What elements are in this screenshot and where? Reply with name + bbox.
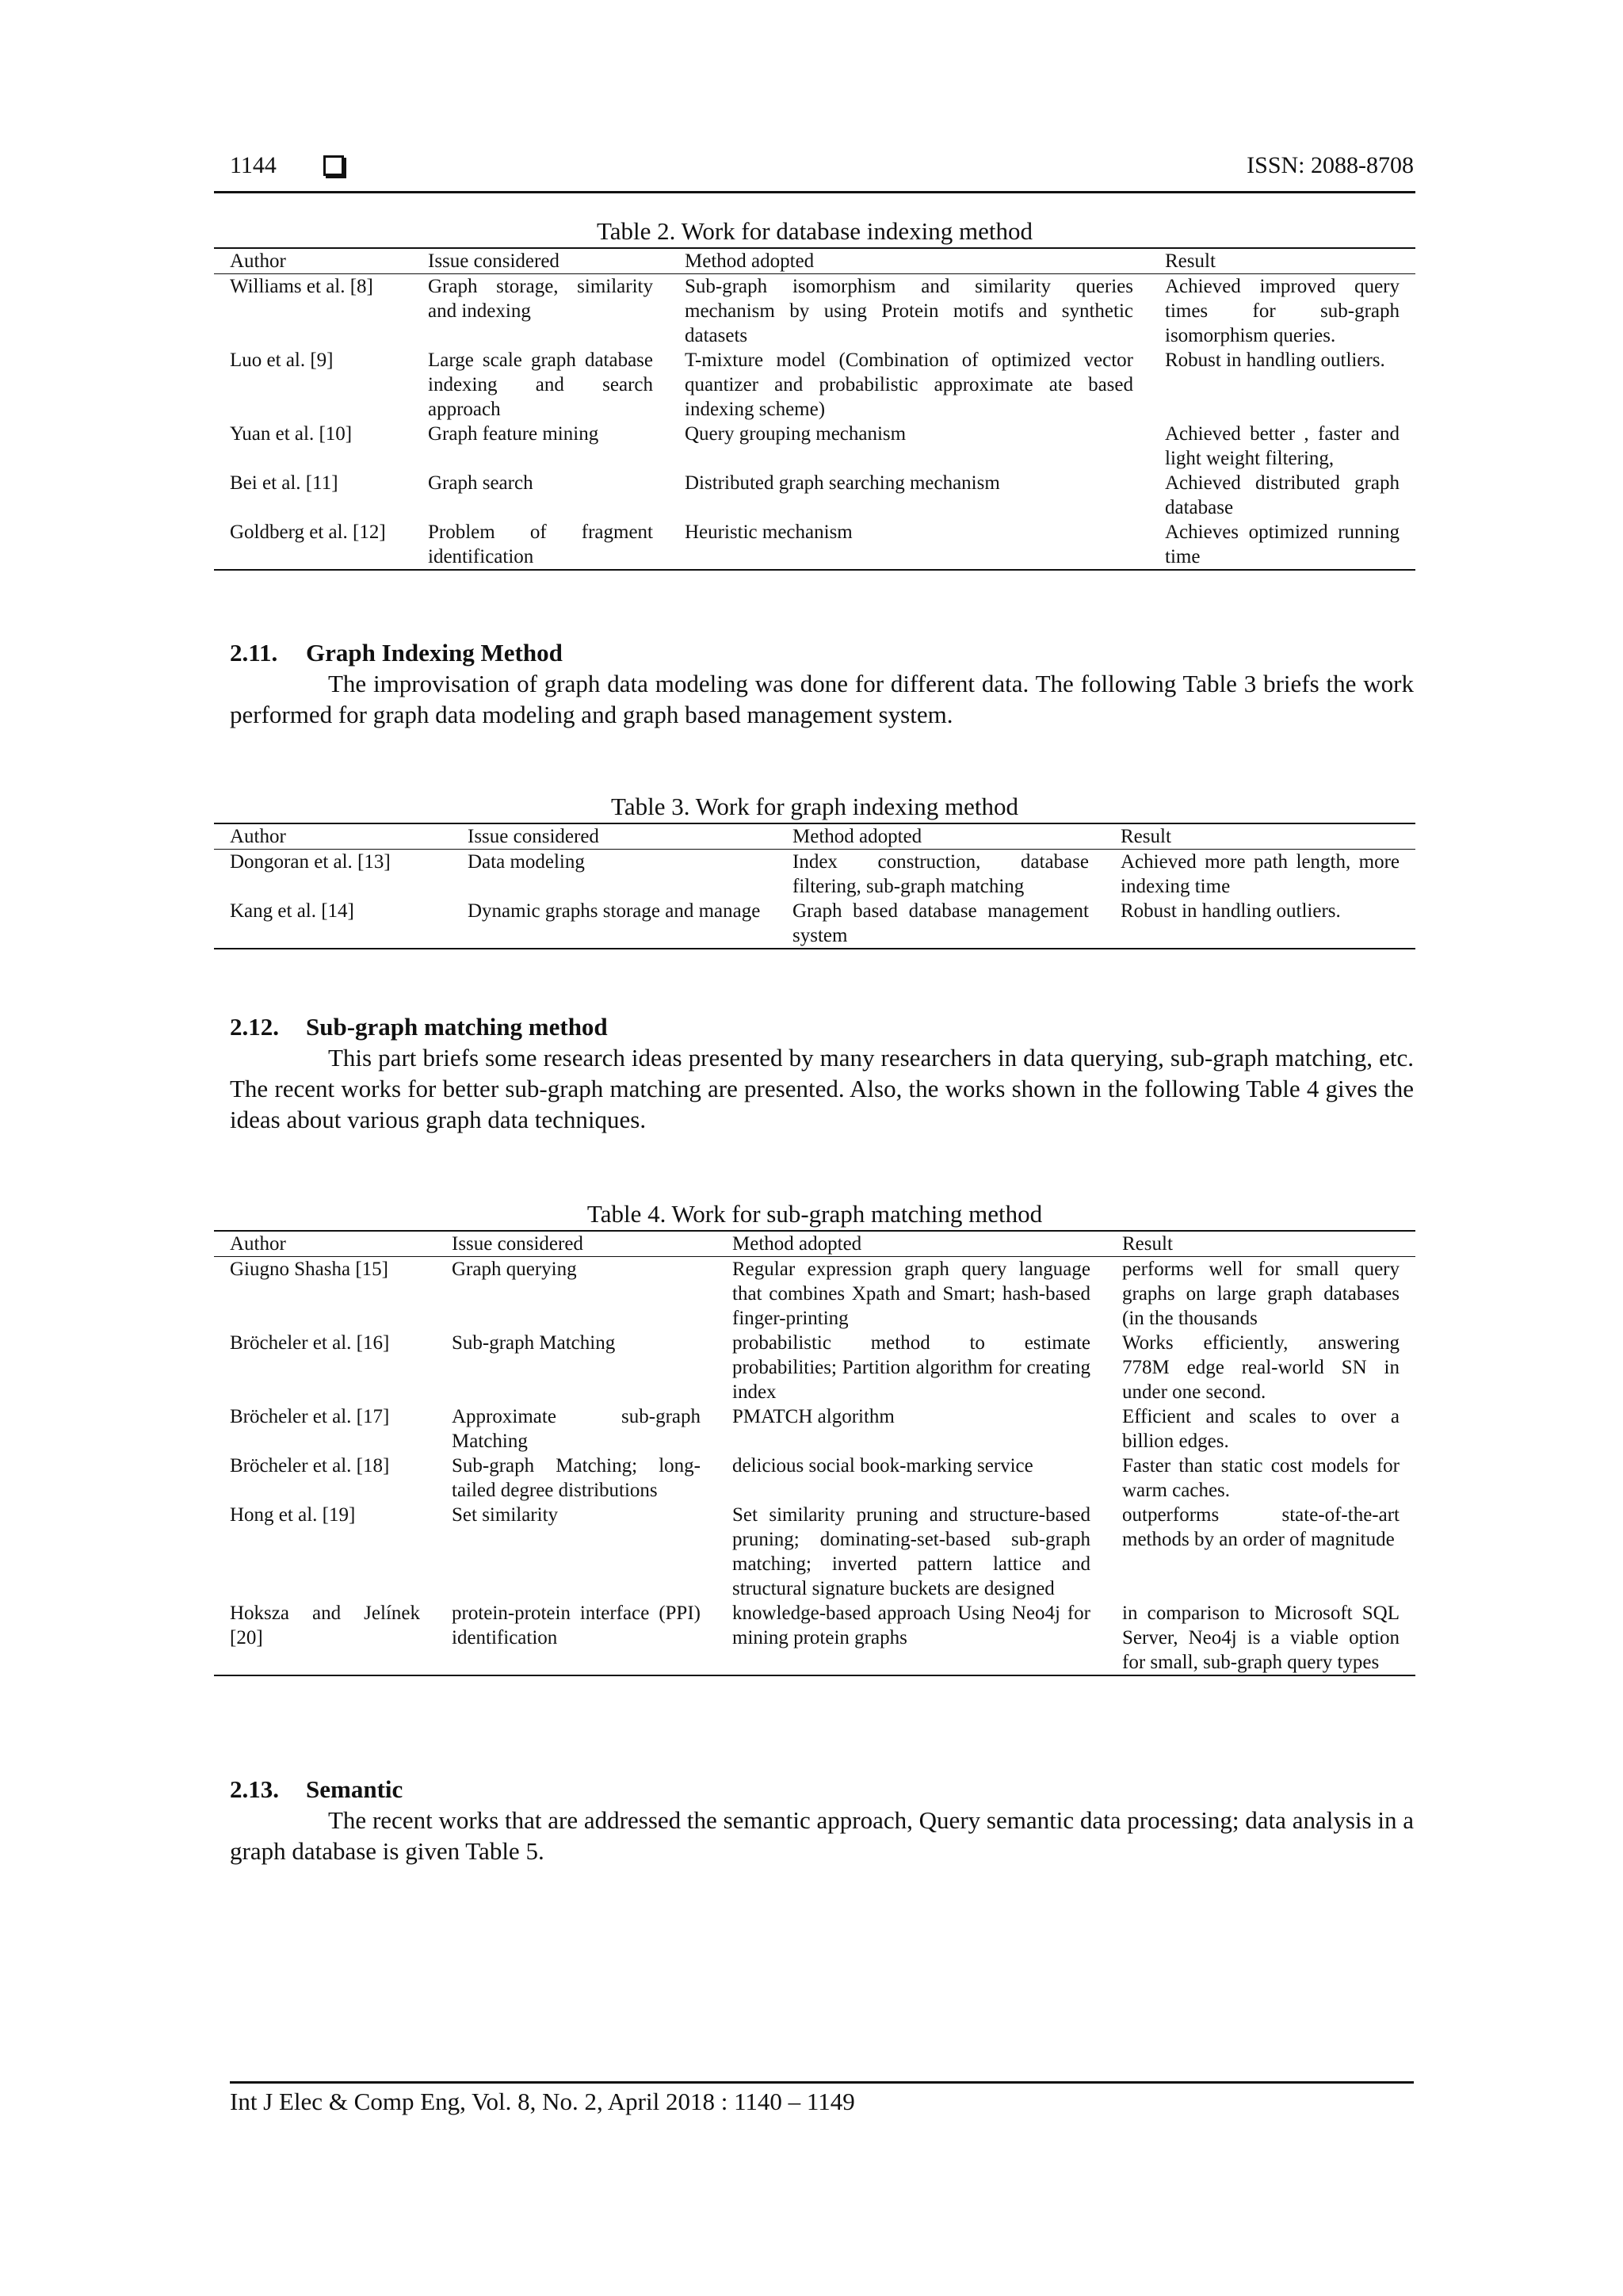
cell-issue: Graph search bbox=[428, 472, 533, 494]
cell-issue: Approximate sub-graph Matching bbox=[452, 1406, 701, 1452]
table-2-caption: Table 2. Work for database indexing method bbox=[596, 217, 1033, 245]
cell-author: Bröcheler et al. [16] bbox=[230, 1332, 390, 1354]
table-2 bbox=[214, 217, 1415, 571]
cell-result: Achieved better , faster and light weight filtering, bbox=[1165, 423, 1400, 469]
cell-method: Distributed graph searching mechanism bbox=[685, 472, 1000, 494]
column-header: Result bbox=[1106, 1231, 1415, 1257]
table-3-grid bbox=[214, 823, 1415, 949]
column-header: Author bbox=[214, 1231, 436, 1257]
table-row bbox=[214, 899, 1415, 949]
cell-issue: Sub-graph Matching; long-tailed degree distributions bbox=[452, 1455, 701, 1501]
table-4-caption: Table 4. Work for sub-graph matching method bbox=[586, 1200, 1043, 1228]
cell-result: Works efficiently, answering 778M edge real-world SN in under one second. bbox=[1122, 1332, 1400, 1403]
cell-issue: protein-protein interface (PPI) identification bbox=[436, 1601, 716, 1675]
table-row bbox=[214, 850, 1415, 900]
cell-result: outperforms state-of-the-art methods by an order of magnitude bbox=[1122, 1504, 1400, 1550]
table-row bbox=[214, 1404, 1415, 1454]
cell-result: Achieved improved query times for sub-graph isomorphism queries. bbox=[1165, 276, 1400, 346]
cell-result: performs well for small query graphs on large graph databases (in the thousands bbox=[1122, 1259, 1400, 1329]
table-row bbox=[214, 520, 1415, 570]
cell-method: Set similarity pruning and structure-based pruning; dominating-set-based sub-graph matching; inverted pattern lattice and structural signature buckets are designed bbox=[732, 1504, 1090, 1599]
column-header: Result bbox=[1149, 248, 1415, 274]
cell-author: Hong et al. [19] bbox=[230, 1504, 356, 1526]
cell-author: Goldberg et al. [12] bbox=[214, 520, 412, 570]
column-header: Result bbox=[1105, 823, 1415, 850]
cell-author: Giugno Shasha [15] bbox=[230, 1259, 388, 1280]
cell-issue: Graph querying bbox=[452, 1259, 577, 1280]
cell-issue: Graph feature mining bbox=[428, 423, 599, 445]
section-number: 2.13. bbox=[230, 1775, 279, 1803]
column-header: Author bbox=[214, 248, 412, 274]
cell-result: Achieved distributed graph database bbox=[1165, 472, 1400, 518]
table-2-grid bbox=[214, 247, 1415, 571]
cell-result: Faster than static cost models for warm caches. bbox=[1122, 1455, 1400, 1501]
cell-author: Hoksza and Jelínek [20] bbox=[214, 1601, 436, 1675]
cell-method: Regular expression graph query language that combines Xpath and Smart; hash-based finger-printing bbox=[732, 1259, 1090, 1329]
cell-issue: Problem of fragment identification bbox=[412, 520, 669, 570]
cell-issue: Graph storage, similarity and indexing bbox=[428, 276, 653, 322]
cell-issue: Data modeling bbox=[468, 851, 585, 873]
cell-author: Bröcheler et al. [17] bbox=[230, 1406, 390, 1427]
issn-label: ISSN: 2088-8708 bbox=[1247, 152, 1414, 178]
table-row bbox=[214, 1257, 1415, 1331]
column-header: Issue considered bbox=[436, 1231, 716, 1257]
cell-method: Graph based database management system bbox=[777, 899, 1105, 949]
cell-method: Heuristic mechanism bbox=[669, 520, 1149, 570]
cell-result: Robust in handling outliers. bbox=[1165, 350, 1385, 371]
section-title: Sub-graph matching method bbox=[306, 1013, 608, 1041]
cell-method: T-mixture model (Combination of optimized vector quantizer and probabilistic approximate ate based indexing scheme) bbox=[685, 350, 1133, 420]
cell-issue: Dynamic graphs storage and manage bbox=[452, 899, 777, 949]
section-2-13 bbox=[230, 1774, 1414, 1866]
page-number: 1144 bbox=[230, 152, 277, 178]
footer-rule bbox=[230, 2081, 1414, 2084]
table-2-header-row bbox=[214, 248, 1415, 274]
cell-author: Luo et al. [9] bbox=[230, 350, 334, 371]
cell-result: Achieves optimized running time bbox=[1149, 520, 1415, 570]
table-row bbox=[214, 348, 1415, 422]
column-header: Issue considered bbox=[412, 248, 669, 274]
table-row bbox=[214, 422, 1415, 471]
table-4-header-row bbox=[214, 1231, 1415, 1257]
cell-issue: Set similarity bbox=[452, 1504, 559, 1526]
section-number: 2.11. bbox=[230, 639, 278, 667]
table-3-caption: Table 3. Work for graph indexing method bbox=[611, 793, 1018, 820]
table-4-grid bbox=[214, 1230, 1415, 1676]
cell-method: probabilistic method to estimate probabilities; Partition algorithm for creating index bbox=[732, 1332, 1090, 1403]
column-header: Issue considered bbox=[452, 823, 777, 850]
table-row bbox=[214, 1503, 1415, 1601]
table-row bbox=[214, 1601, 1415, 1675]
table-3 bbox=[214, 793, 1415, 949]
cell-method: Sub-graph isomorphism and similarity queries mechanism by using Protein motifs and synthetic datasets bbox=[685, 276, 1133, 346]
column-header: Author bbox=[214, 823, 452, 850]
cell-author: Kang et al. [14] bbox=[214, 899, 452, 949]
cell-result: Efficient and scales to over a billion edges. bbox=[1122, 1406, 1400, 1452]
cell-method: Query grouping mechanism bbox=[685, 423, 907, 445]
cell-issue: Large scale graph database indexing and search approach bbox=[428, 350, 653, 420]
cell-author: Williams et al. [8] bbox=[230, 276, 373, 297]
cell-result: Robust in handling outliers. bbox=[1105, 899, 1415, 949]
cell-result: Achieved more path length, more indexing time bbox=[1121, 851, 1400, 897]
square-box-icon bbox=[323, 155, 344, 176]
section-heading bbox=[230, 1774, 1414, 1805]
table-row bbox=[214, 1454, 1415, 1503]
section-paragraph: The recent works that are addressed the semantic approach, Query semantic data processing; data analysis in a graph database is given Table 5. bbox=[230, 1806, 1414, 1865]
section-2-12 bbox=[230, 1011, 1414, 1135]
cell-author: Bei et al. [11] bbox=[230, 472, 338, 494]
section-heading bbox=[230, 637, 1414, 668]
section-title: Graph Indexing Method bbox=[306, 639, 563, 667]
cell-method: Index construction, database filtering, sub-graph matching bbox=[792, 851, 1089, 897]
section-2-11 bbox=[230, 637, 1414, 730]
section-paragraph: The improvisation of graph data modeling was done for different data. The following Table 3 briefs the work performed for graph data modeling and graph based management system. bbox=[230, 670, 1414, 728]
table-4 bbox=[214, 1200, 1415, 1676]
cell-author: Dongoran et al. [13] bbox=[230, 851, 391, 873]
column-header: Method adopted bbox=[777, 823, 1105, 850]
cell-author: Yuan et al. [10] bbox=[230, 423, 353, 445]
section-title: Semantic bbox=[306, 1775, 403, 1803]
cell-method: delicious social book-marking service bbox=[732, 1455, 1033, 1477]
page-header bbox=[230, 152, 1414, 192]
table-row bbox=[214, 1331, 1415, 1404]
header-rule bbox=[214, 191, 1415, 193]
section-paragraph: This part briefs some research ideas presented by many researchers in data querying, sub-graph matching, etc. The recent works for better sub-graph matching are presented. Also, the works shown in the following Table 4 gives the ideas about various graph data techniques. bbox=[230, 1044, 1414, 1133]
table-3-header-row bbox=[214, 823, 1415, 850]
cell-method: knowledge-based approach Using Neo4j for mining protein graphs bbox=[716, 1601, 1106, 1675]
section-heading bbox=[230, 1011, 1414, 1042]
column-header: Method adopted bbox=[716, 1231, 1106, 1257]
cell-method: PMATCH algorithm bbox=[732, 1406, 895, 1427]
footer-citation: Int J Elec & Comp Eng, Vol. 8, No. 2, April 2018 : 1140 – 1149 bbox=[230, 2088, 855, 2115]
section-number: 2.12. bbox=[230, 1013, 279, 1041]
cell-author: Bröcheler et al. [18] bbox=[230, 1455, 390, 1477]
table-row bbox=[214, 274, 1415, 349]
table-row bbox=[214, 471, 1415, 520]
cell-result: in comparison to Microsoft SQL Server, Neo4j is a viable option for small, sub-graph query types bbox=[1106, 1601, 1415, 1675]
cell-issue: Sub-graph Matching bbox=[452, 1332, 616, 1354]
column-header: Method adopted bbox=[669, 248, 1149, 274]
